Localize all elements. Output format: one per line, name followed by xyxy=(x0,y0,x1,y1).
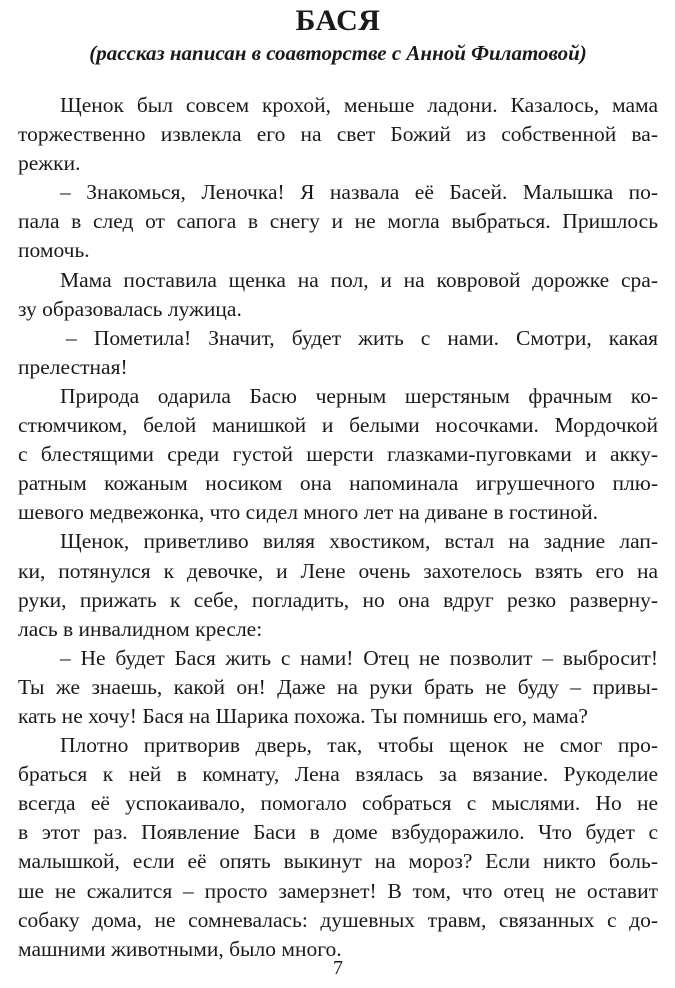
text-line: – Пометила! Значит, будет жить с нами. Смотри, какая xyxy=(66,325,658,350)
text-line: кать не хочу! Бася на Шарика похожа. Ты помнишь его, мама? xyxy=(18,703,588,728)
text-line: ше не сжалится – просто замерзнет! В том, что отец не оставит xyxy=(18,878,658,903)
text-line: браться к ней в комнату, Лена взялась за вязание. Рукоделие xyxy=(18,762,658,787)
text-line: малышкой, если её опять выкинут на мороз? Если никто боль- xyxy=(18,849,658,874)
text-line: всегда её успокаивало, помогало собраться с мыслями. Но не xyxy=(18,791,658,816)
story-subtitle: (рассказ написан в соавторстве с Анной Филатовой) xyxy=(89,41,587,65)
text-line: Щенок, приветливо виляя хвостиком, встал на задние лап- xyxy=(60,529,658,554)
text-line: режки. xyxy=(18,151,81,176)
text-line: Ты же знаешь, какой он! Даже на руки брать не буду – привы- xyxy=(18,674,658,699)
text-line: ки, потянулся к девочке, и Лене очень захотелось взять его на xyxy=(18,558,658,583)
text-line: ратным кожаным носиком она напоминала игрушечного плю- xyxy=(18,471,658,496)
text-line: с блестящими среди густой шерсти глазками-пуговками и акку- xyxy=(18,442,658,467)
text-line: прелестная! xyxy=(18,354,128,379)
text-line: – Знакомься, Леночка! Я назвала её Басей. Малышка по- xyxy=(60,180,658,205)
text-line: зу образовалась лужица. xyxy=(18,296,242,321)
page-number: 7 xyxy=(333,957,343,979)
text-line: помочь. xyxy=(18,238,90,263)
text-line: машними животными, было много. xyxy=(18,936,342,961)
text-line: Плотно притворив дверь, так, чтобы щенок не смог про- xyxy=(60,733,658,758)
text-line: пала в след от сапога в снегу и не могла выбраться. Пришлось xyxy=(18,209,658,234)
story-title: БАСЯ xyxy=(295,4,381,37)
text-line: руки, прижать к себе, погладить, но она вдруг резко разверну- xyxy=(18,587,658,612)
text-line: собаку дома, не сомневалась: душевных травм, связанных с до- xyxy=(18,907,658,932)
text-line: лась в инвалидном кресле: xyxy=(18,616,263,641)
text-line: Щенок был совсем крохой, меньше ладони. Казалось, мама xyxy=(60,93,658,117)
text-line: Природа одарила Басю черным шерстяным фрачным ко- xyxy=(60,383,658,408)
text-line: торжественно извлекла его на свет Божий из собственной ва- xyxy=(18,122,658,147)
text-line: стюмчиком, белой манишкой и белыми носочками. Мордочкой xyxy=(18,413,658,438)
book-page xyxy=(18,0,658,988)
text-line: – Не будет Бася жить с нами! Отец не позволит – выбросит! xyxy=(60,645,658,670)
story-body xyxy=(18,91,658,964)
text-line: шевого медвежонка, что сидел много лет на диване в гостиной. xyxy=(18,500,598,525)
text-line: в этот раз. Появление Баси в доме взбудоражило. Что будет с xyxy=(18,820,658,845)
text-line: Мама поставила щенка на пол, и на ковровой дорожке сра- xyxy=(60,267,658,292)
